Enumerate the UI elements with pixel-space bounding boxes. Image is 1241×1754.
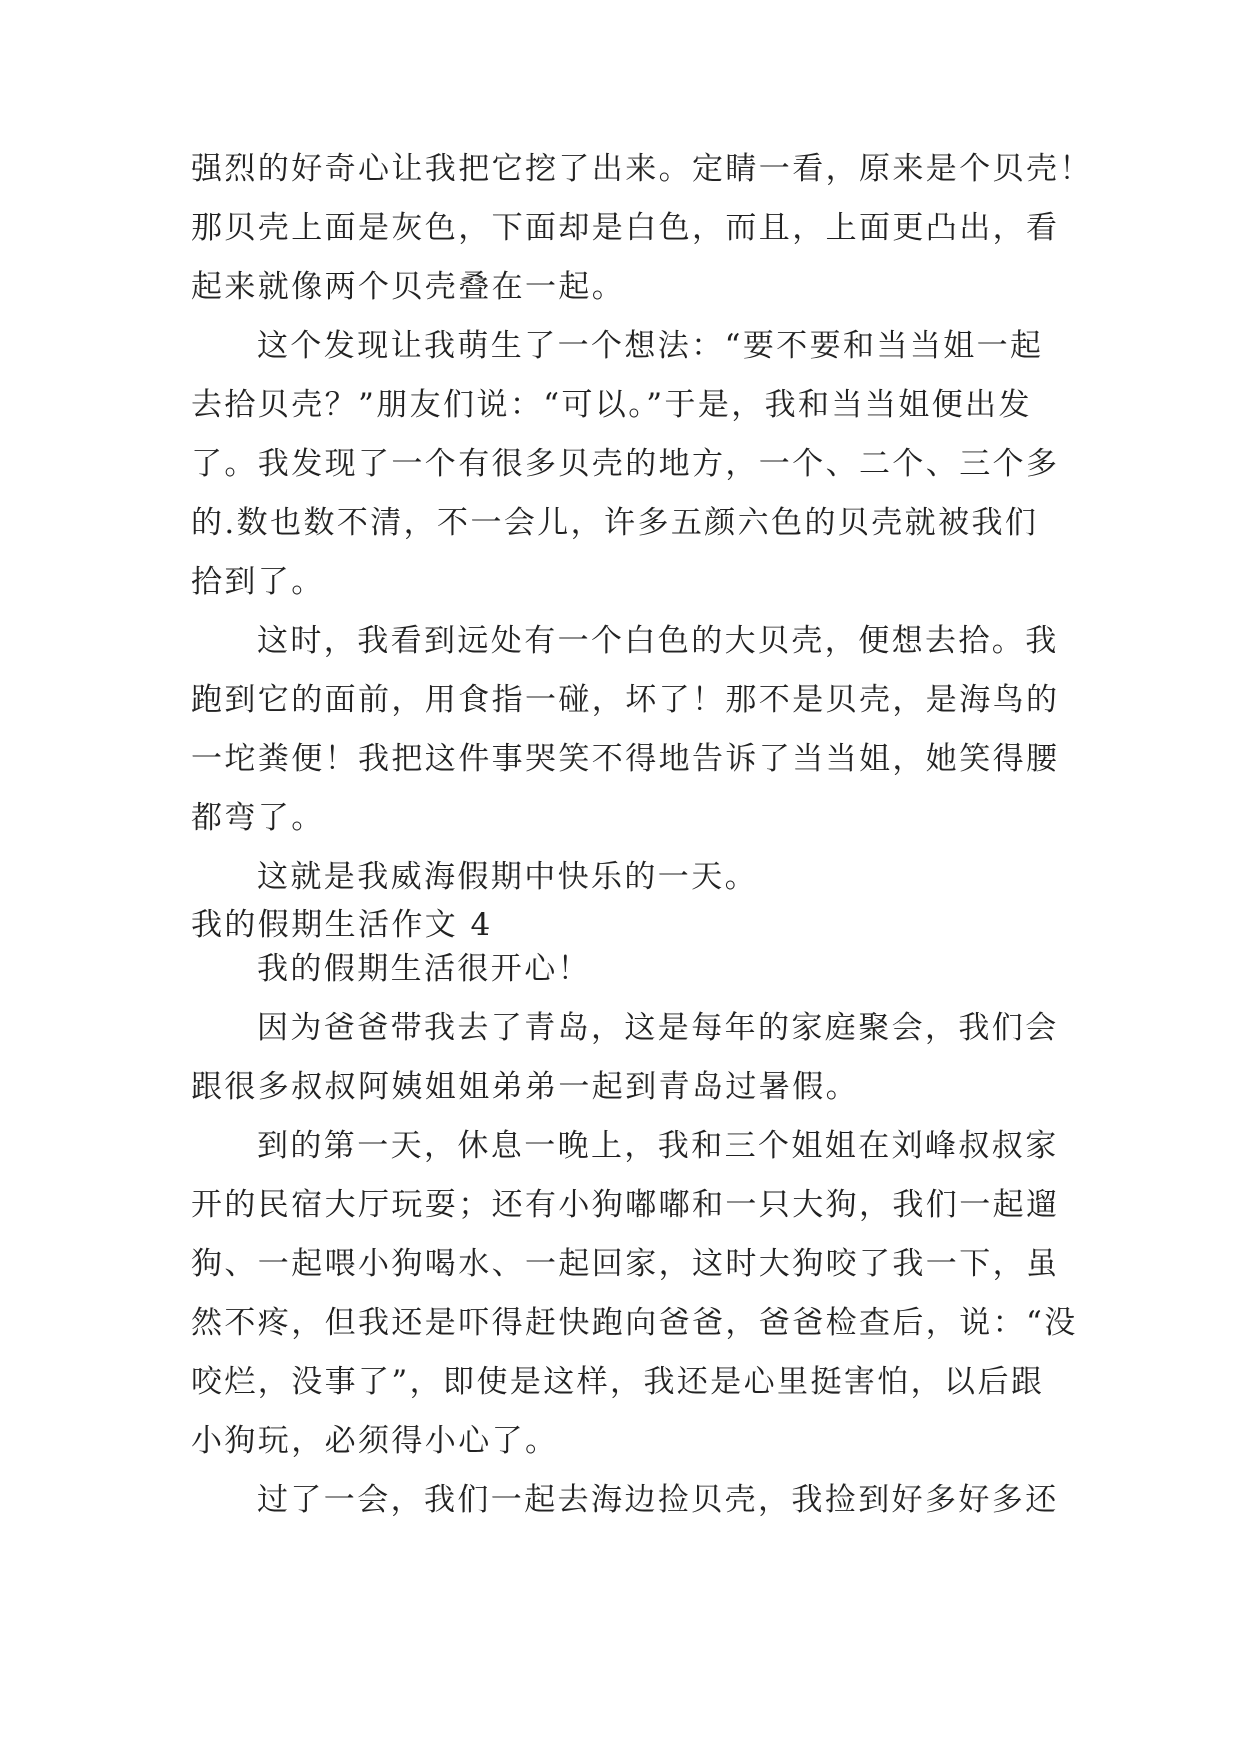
text-line: 强烈的好奇心让我把它挖了出来。定睛一看，原来是个贝壳！: [191, 151, 1093, 187]
text-line: 的.数也数不清，不一会儿，许多五颜六色的贝壳就被我们: [191, 505, 1039, 541]
text-line: 过了一会，我们一起去海边捡贝壳，我捡到好多好多还: [257, 1482, 1059, 1518]
text-line: 这个发现让我萌生了一个想法：“要不要和当当姐一起: [257, 328, 1044, 364]
text-line: 跑到它的面前，用食指一碰，坏了！那不是贝壳，是海鸟的: [191, 682, 1060, 718]
text-line: 去拾贝壳？”朋友们说：“可以。”于是，我和当当姐便出发: [191, 387, 1032, 423]
text-line: 咬烂，没事了”，即使是这样，我还是心里挺害怕，以后跟: [191, 1364, 1045, 1400]
section-heading: 我的假期生活作文 4: [191, 907, 493, 943]
text-line: 到的第一天，休息一晚上，我和三个姐姐在刘峰叔叔家: [257, 1128, 1059, 1164]
text-line: 这就是我威海假期中快乐的一天。: [257, 859, 758, 895]
text-line: 狗、一起喂小狗喝水、一起回家，这时大狗咬了我一下，虽: [191, 1246, 1060, 1282]
text-line: 拾到了。: [191, 564, 325, 600]
text-line: 那贝壳上面是灰色，下面却是白色，而且，上面更凸出，看: [191, 210, 1060, 246]
text-line: 我的假期生活很开心！: [257, 951, 591, 987]
text-line: 都弯了。: [191, 800, 325, 836]
text-line: 了。我发现了一个有很多贝壳的地方，一个、二个、三个多: [191, 446, 1060, 482]
text-line: 开的民宿大厅玩耍；还有小狗嘟嘟和一只大狗，我们一起遛: [191, 1187, 1060, 1223]
text-line: 这时，我看到远处有一个白色的大贝壳，便想去拾。我: [257, 623, 1059, 659]
document-body: [191, 150, 1093, 1519]
text-line: 因为爸爸带我去了青岛，这是每年的家庭聚会，我们会: [257, 1010, 1059, 1046]
text-line: 起来就像两个贝壳叠在一起。: [191, 269, 626, 305]
text-line: 一坨粪便！我把这件事哭笑不得地告诉了当当姐，她笑得腰: [191, 741, 1060, 777]
text-line: 小狗玩，必须得小心了。: [191, 1423, 559, 1459]
text-line: 跟很多叔叔阿姨姐姐弟弟一起到青岛过暑假。: [191, 1069, 859, 1105]
text-line: 然不疼，但我还是吓得赶快跑向爸爸，爸爸检查后，说：“没: [191, 1305, 1078, 1341]
